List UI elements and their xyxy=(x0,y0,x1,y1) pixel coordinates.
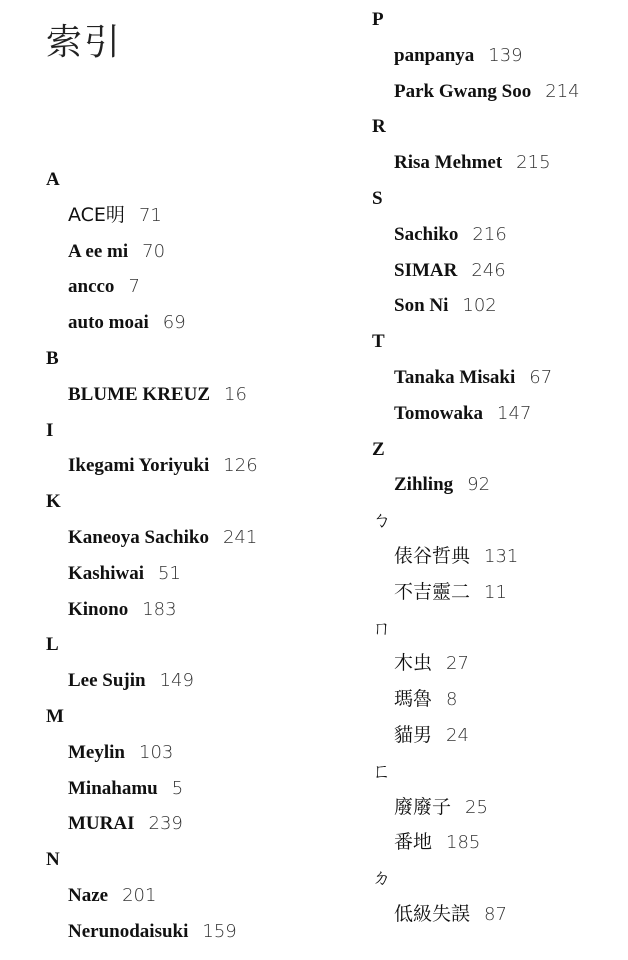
entry-page-number: 201 xyxy=(122,884,157,906)
index-entry xyxy=(46,198,306,234)
entry-name: ACE明 xyxy=(68,203,125,226)
entry-page-number: 246 xyxy=(471,259,506,281)
entry-name: Minahamu xyxy=(68,777,158,799)
entry-page-number: 70 xyxy=(142,240,166,262)
index-entry xyxy=(372,790,628,826)
entry-name: panpanya xyxy=(394,44,475,66)
index-entry xyxy=(372,396,628,432)
entry-name: MURAI xyxy=(68,813,135,835)
entry-page-number: 216 xyxy=(472,223,507,245)
index-entry xyxy=(46,520,306,556)
entry-name: Kashiwai xyxy=(68,562,145,584)
entry-page-number: 51 xyxy=(158,562,181,584)
entry-name: A ee mi xyxy=(68,240,129,262)
index-entry xyxy=(46,663,306,699)
index-group-letter: M xyxy=(46,705,64,727)
index-entry xyxy=(372,288,628,324)
index-group-letter: R xyxy=(372,116,386,138)
entry-name: Tanaka Misaki xyxy=(394,366,516,388)
index-entry xyxy=(372,253,628,289)
entry-name: 瑪魯 xyxy=(394,688,433,711)
index-entry xyxy=(46,556,306,592)
entry-page-number: 214 xyxy=(545,80,580,102)
index-column-right xyxy=(372,2,628,933)
entry-name: Kaneoya Sachiko xyxy=(68,526,209,548)
entry-page-number: 185 xyxy=(446,832,481,854)
entry-name: 不吉靈二 xyxy=(394,580,471,603)
index-group-letter: I xyxy=(46,419,54,441)
entry-name: 低級失誤 xyxy=(394,902,471,925)
index-entry xyxy=(372,682,628,718)
index-entry xyxy=(46,377,306,413)
index-entry xyxy=(46,305,306,341)
index-entry xyxy=(372,217,628,253)
entry-name: Nerunodaisuki xyxy=(68,920,189,942)
entry-page-number: 149 xyxy=(159,670,194,692)
entry-name: 貓男 xyxy=(394,723,433,746)
entry-page-number: 11 xyxy=(484,581,507,603)
entry-page-number: 24 xyxy=(446,724,469,746)
index-entry xyxy=(372,145,628,181)
index-group-letter: S xyxy=(372,187,383,209)
entry-page-number: 147 xyxy=(497,402,532,424)
entry-page-number: 126 xyxy=(223,455,258,477)
index-entry xyxy=(372,825,628,861)
index-group-letter: T xyxy=(372,331,385,353)
entry-page-number: 159 xyxy=(202,920,237,942)
index-entry xyxy=(372,467,628,503)
index-entry xyxy=(372,539,628,575)
entry-page-number: 5 xyxy=(171,777,184,799)
index-entry xyxy=(372,74,628,110)
index-entry xyxy=(372,897,628,933)
entry-page-number: 69 xyxy=(162,312,186,334)
index-entry xyxy=(372,360,628,396)
index-entry xyxy=(46,914,306,950)
index-group-letter: ㄇ xyxy=(372,616,392,639)
entry-name: BLUME KREUZ xyxy=(68,383,210,405)
index-entry xyxy=(46,878,306,914)
entry-name: Ikegami Yoriyuki xyxy=(68,455,210,477)
entry-page-number: 215 xyxy=(516,152,551,174)
index-entry xyxy=(372,646,628,682)
index-group-letter: K xyxy=(46,491,61,513)
index-group-letter: A xyxy=(46,169,60,190)
index-entry xyxy=(46,771,306,807)
entry-page-number: 102 xyxy=(462,295,497,317)
entry-page-number: 87 xyxy=(484,903,507,925)
entry-page-number: 103 xyxy=(139,741,174,763)
entry-page-number: 183 xyxy=(142,598,177,620)
index-group-letter: P xyxy=(372,9,384,30)
entry-page-number: 7 xyxy=(128,276,140,298)
index-group-letter: Z xyxy=(372,438,385,460)
index-entry xyxy=(46,592,306,628)
index-entry xyxy=(46,806,306,842)
entry-name: SIMAR xyxy=(394,259,458,281)
entry-name: 番地 xyxy=(394,831,433,854)
entry-name: Park Gwang Soo xyxy=(394,80,532,102)
index-entry xyxy=(372,718,628,754)
entry-name: Lee Sujin xyxy=(68,670,146,692)
entry-name: ancco xyxy=(68,276,115,298)
index-group-letter: L xyxy=(46,634,59,656)
index-column-left xyxy=(46,162,306,950)
entry-name: Son Ni xyxy=(394,295,449,317)
entry-page-number: 8 xyxy=(446,689,458,711)
entry-page-number: 71 xyxy=(138,204,162,226)
entry-name: Tomowaka xyxy=(394,402,484,424)
entry-page-number: 27 xyxy=(446,653,469,675)
entry-page-number: 92 xyxy=(467,474,491,496)
entry-page-number: 131 xyxy=(484,545,519,567)
entry-name: Risa Mehmet xyxy=(394,152,503,174)
entry-name: Naze xyxy=(68,884,109,906)
index-group-letter: N xyxy=(46,849,60,871)
entry-page-number: 67 xyxy=(529,366,553,388)
index-group-letter: ㄈ xyxy=(372,759,392,782)
entry-name: 木虫 xyxy=(394,652,433,675)
index-entry xyxy=(46,735,306,771)
index-entry xyxy=(46,234,306,270)
entry-name: Sachiko xyxy=(394,223,459,245)
entry-page-number: 16 xyxy=(224,383,247,405)
index-group-letter: ㄉ xyxy=(372,867,392,890)
entry-page-number: 139 xyxy=(488,44,523,66)
entry-name: Kinono xyxy=(68,598,129,620)
entry-name: auto moai xyxy=(68,312,149,334)
entry-name: 俵谷哲典 xyxy=(394,544,471,567)
index-entry xyxy=(372,38,628,74)
index-group-letter: B xyxy=(46,347,59,369)
index-entry xyxy=(46,269,306,305)
entry-page-number: 241 xyxy=(222,526,258,548)
index-entry xyxy=(372,575,628,611)
entry-name: 廢廢子 xyxy=(394,795,452,818)
index-group-letter: ㄅ xyxy=(372,509,392,532)
entry-name: Zihling xyxy=(394,474,454,496)
page-title: 索引 xyxy=(46,22,123,63)
entry-name: Meylin xyxy=(68,741,125,763)
entry-page-number: 239 xyxy=(148,813,183,835)
entry-page-number: 25 xyxy=(465,796,488,818)
index-entry xyxy=(46,448,306,484)
